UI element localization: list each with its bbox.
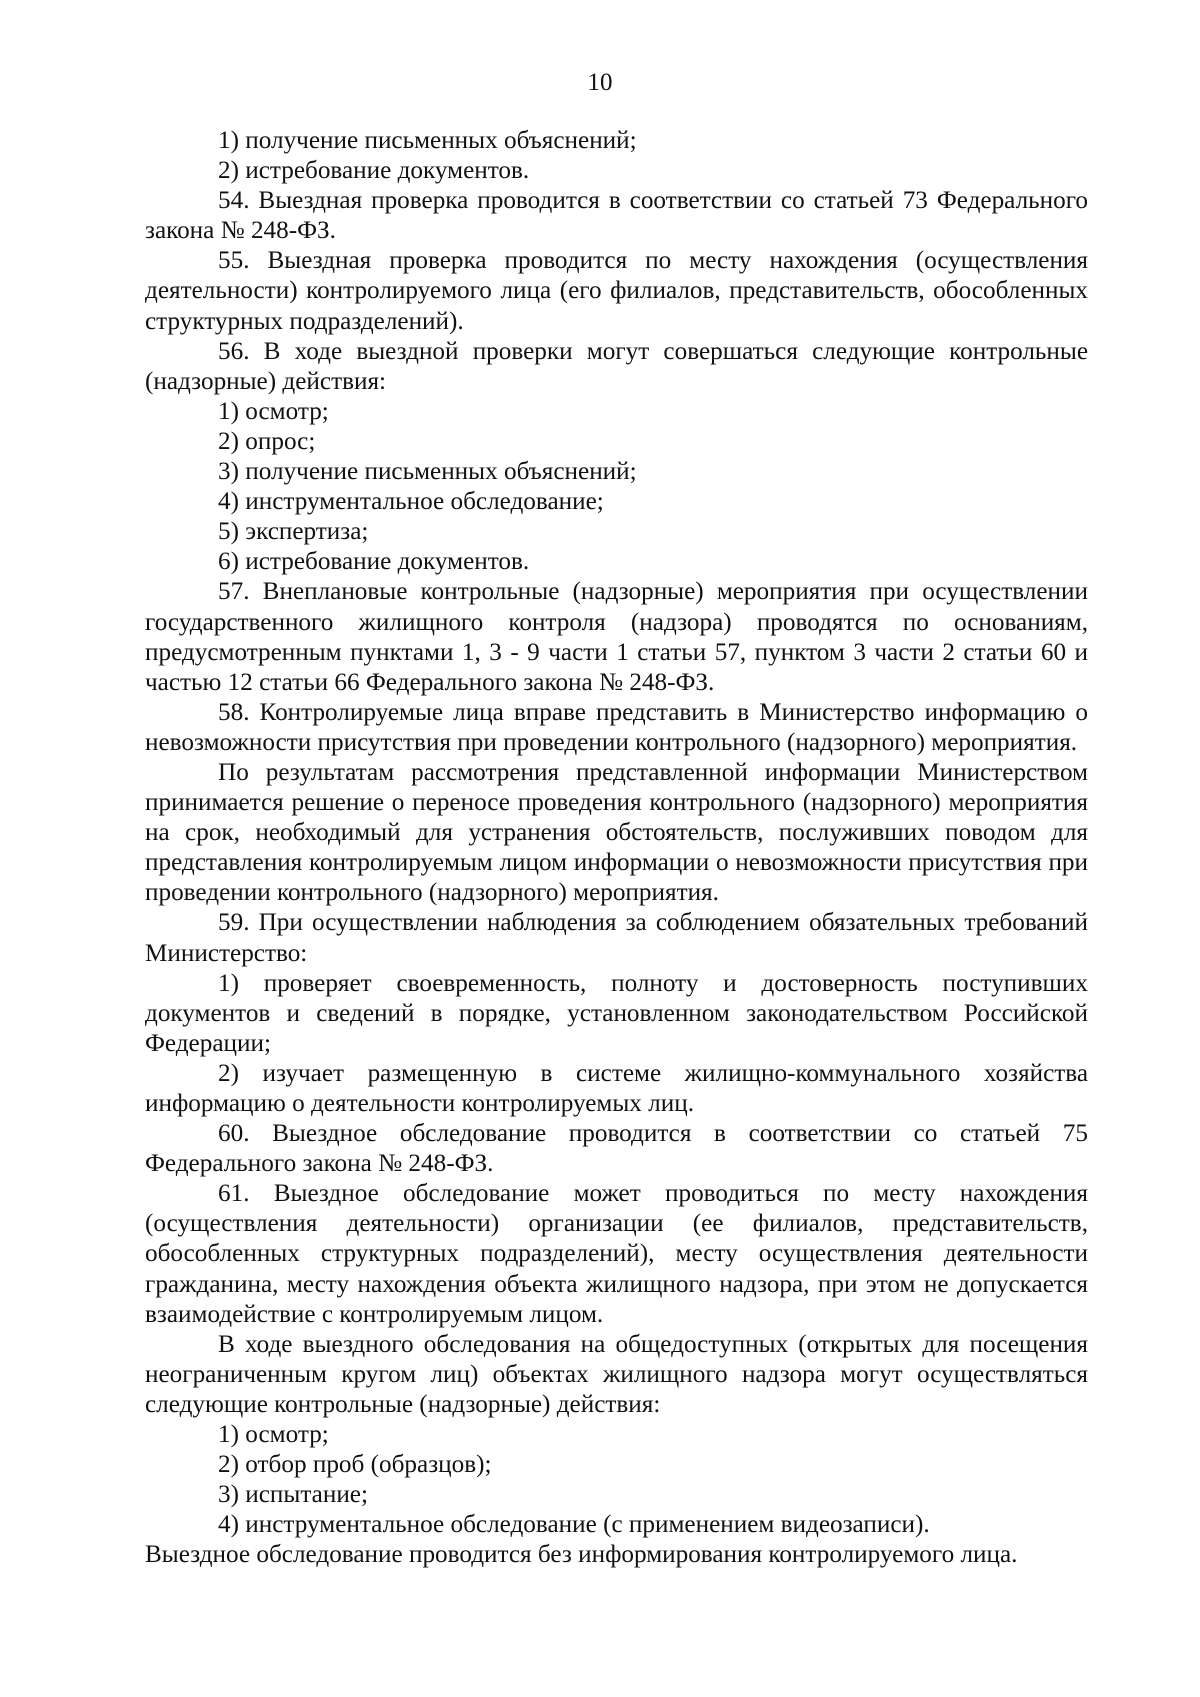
list-item: 4) инструментальное обследование; — [218, 488, 604, 516]
list-item: 2) опрос; — [218, 427, 316, 455]
list-item: 1) осмотр; — [218, 1421, 329, 1449]
list-item: 2) истребование документов. — [218, 157, 530, 185]
list-item: 4) инструментальное обследование (с применением видеозаписи). — [218, 1511, 930, 1539]
list-item: 1) получение письменных объяснений; — [218, 127, 637, 154]
paragraph: Выездное обследование проводится без информирования контролируемого лица. — [145, 1541, 1018, 1569]
paragraph: 57. Внеплановые контрольные (надзорные) мероприятия при осуществлении государственного жилищного контроля (надзора) проводятся по основаниям, предусмотренным пунктами 1, 3 - 9 части 1 статьи 57, пунктом 3 части 2 статьи 60 и частью 12 статьи 66 Федерального закона № 248-ФЗ. — [145, 578, 1088, 696]
paragraph: 54. Выездная проверка проводится в соответствии со статьей 73 Федерального закона № 248-ФЗ. — [145, 187, 1088, 245]
paragraph: 1) проверяет своевременность, полноту и достоверность поступивших документов и сведений в порядке, установленном законодательством Российской Федерации; — [145, 969, 1088, 1057]
list-item: 6) истребование документов. — [218, 548, 530, 576]
document-body — [145, 126, 1088, 1571]
page-number: 10 — [587, 69, 613, 96]
paragraph: 2) изучает размещенную в системе жилищно-коммунального хозяйства информацию о деятельности контролируемых лиц. — [145, 1059, 1088, 1117]
list-item: 1) осмотр; — [218, 397, 329, 425]
paragraph: 58. Контролируемые лица вправе представить в Министерство информацию о невозможности присутствия при проведении контрольного (надзорного) мероприятия. — [145, 698, 1088, 756]
list-item: 2) отбор проб (образцов); — [218, 1451, 492, 1479]
paragraph: В ходе выездного обследования на общедоступных (открытых для посещения неограниченным кругом лиц) объектах жилищного надзора могут осуществляться следующие контрольные (надзорные) действия: — [145, 1330, 1088, 1418]
paragraph: 55. Выездная проверка проводится по месту нахождения (осуществления деятельности) контролируемого лица (его филиалов, представительств, обособленных структурных подразделений). — [145, 247, 1088, 335]
paragraph: 61. Выездное обследование может проводиться по месту нахождения (осуществления деятельности) организации (ее филиалов, представительств, обособленных структурных подразделений), месту осуществления деятельности гражданина, месту нахождения объекта жилищного надзора, при этом не допускается взаимодействие с контролируемым лицом. — [145, 1180, 1088, 1328]
paragraph: По результатам рассмотрения представленной информации Министерством принимается решение о переносе проведения контрольного (надзорного) мероприятия на срок, необходимый для устранения обстоятельств, послуживших поводом для представления контролируемым лицом информации о невозможности присутствия при проведении контрольного (надзорного) мероприятия. — [145, 758, 1088, 907]
list-item: 3) испытание; — [218, 1481, 368, 1509]
paragraph: 60. Выездное обследование проводится в соответствии со статьей 75 Федерального закона № 248-ФЗ. — [145, 1120, 1088, 1178]
list-item: 5) экспертиза; — [218, 518, 369, 546]
list-item: 3) получение письменных объяснений; — [218, 458, 637, 486]
paragraph: 56. В ходе выездной проверки могут совершаться следующие контрольные (надзорные) действия: — [145, 337, 1088, 395]
paragraph: 59. При осуществлении наблюдения за соблюдением обязательных требований Министерство: — [145, 909, 1088, 967]
